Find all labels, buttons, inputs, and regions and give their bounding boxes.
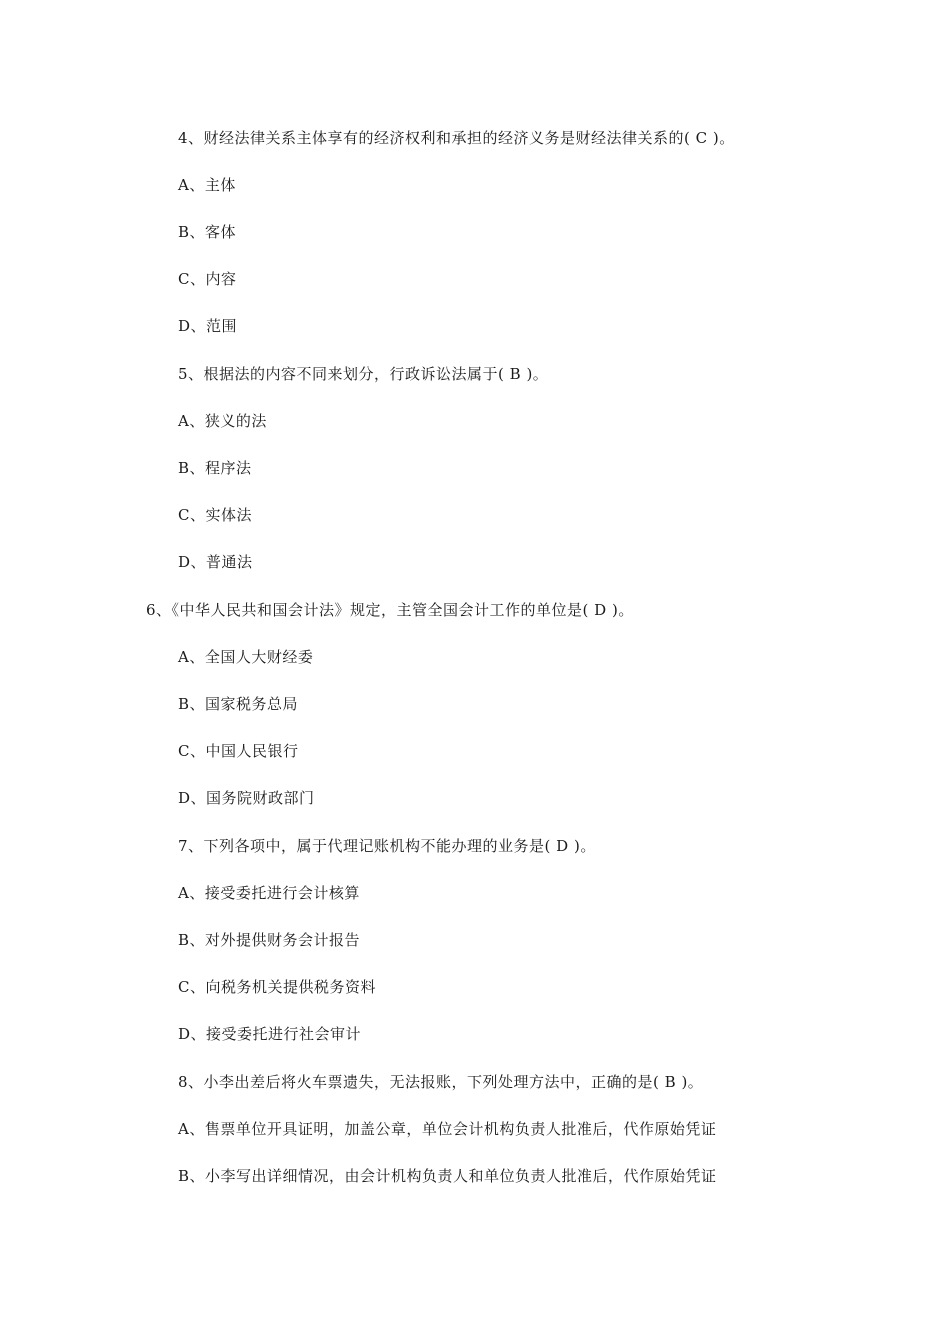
question-6-option-c: C、中国人民银行 bbox=[178, 742, 299, 760]
question-6-option-a: A、全国人大财经委 bbox=[178, 648, 314, 666]
question-4-option-c: C、内容 bbox=[178, 270, 237, 288]
question-7-stem: 7、下列各项中，属于代理记账机构不能办理的业务是( D )。 bbox=[178, 837, 596, 855]
question-7-option-b: B、对外提供财务会计报告 bbox=[178, 931, 361, 949]
question-8-stem: 8、小李出差后将火车票遗失，无法报账，下列处理方法中，正确的是( B )。 bbox=[178, 1073, 704, 1091]
question-6-stem: 6、《中华人民共和国会计法》规定，主管全国会计工作的单位是( D )。 bbox=[146, 601, 634, 619]
question-6-option-b: B、国家税务总局 bbox=[178, 695, 299, 713]
question-7-option-d: D、接受委托进行社会审计 bbox=[178, 1025, 362, 1043]
question-4-option-d: D、范围 bbox=[178, 317, 238, 335]
question-8-option-a: A、售票单位开具证明，加盖公章，单位会计机构负责人批准后，代作原始凭证 bbox=[178, 1120, 717, 1138]
question-4-stem: 4、财经法律关系主体享有的经济权利和承担的经济义务是财经法律关系的( C )。 bbox=[178, 129, 735, 147]
question-7-option-c: C、向税务机关提供税务资料 bbox=[178, 978, 376, 996]
question-5-option-c: C、实体法 bbox=[178, 506, 252, 524]
question-5-option-b: B、程序法 bbox=[178, 459, 252, 477]
question-8-option-b: B、小李写出详细情况，由会计机构负责人和单位负责人批准后，代作原始凭证 bbox=[178, 1167, 717, 1185]
question-5-option-d: D、普通法 bbox=[178, 553, 253, 571]
question-5-option-a: A、狭义的法 bbox=[178, 412, 267, 430]
question-7-option-a: A、接受委托进行会计核算 bbox=[178, 884, 360, 902]
question-5-stem: 5、根据法的内容不同来划分，行政诉讼法属于( B )。 bbox=[178, 365, 549, 383]
question-6-option-d: D、国务院财政部门 bbox=[178, 789, 315, 807]
question-4-option-b: B、客体 bbox=[178, 223, 237, 241]
question-4-option-a: A、主体 bbox=[178, 176, 236, 194]
